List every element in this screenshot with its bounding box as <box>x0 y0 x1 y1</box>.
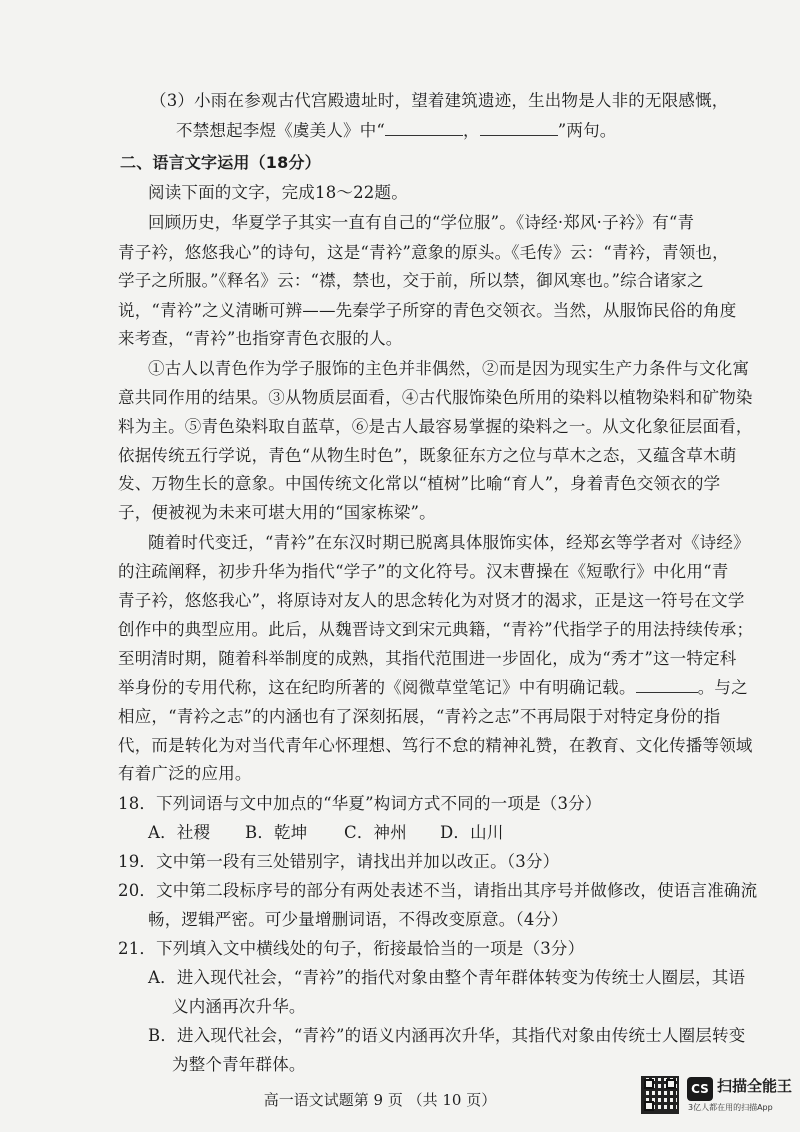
passage-p3-text: 。与之 <box>697 678 748 697</box>
q3-line2-post: ”两句。 <box>557 121 617 140</box>
option-c: C．神州 <box>344 823 407 842</box>
passage-p1-line: 学子之所服。”《释名》云：“襟，禁也，交于前，所以禁，御风寒也。”综合诸家之 <box>118 271 704 290</box>
q3-line2 <box>176 120 617 142</box>
passage-p2-line: 依据传统五行学说，青色“从物生时色”，既象征东方之位与草木之态，又蕴含草木萌 <box>118 446 737 465</box>
camscanner-logo-icon: CS <box>687 1077 713 1101</box>
passage-p3-line: 青子衿，悠悠我心”，将原诗对友人的思念转化为对贤才的渴求，正是这一符号在文学 <box>118 591 745 610</box>
passage-p3-line: 至明清时期，随着科举制度的成熟，其指代范围进一步固化，成为“秀才”这一特定科 <box>118 649 737 668</box>
scanner-app-name: 扫描全能王 <box>717 1077 793 1095</box>
question-21-option-a-line1: A．进入现代社会，“青衿”的指代对象由整个青年群体转变为传统士人圈层，其语 <box>148 968 746 987</box>
passage-p3-line: 相应，“青衿之志”的内涵也有了深刻拓展，“青衿之志”不再局限于对特定身份的指 <box>118 707 721 726</box>
passage-p3-line <box>118 677 748 699</box>
passage-p1-line: 说，“青衿”之义清晰可辨——先秦学子所穿的青色交领衣。当然，从服饰民俗的角度 <box>118 301 737 320</box>
option-b: B．乾坤 <box>245 823 308 842</box>
question-21-option-b-line2: 为整个青年群体。 <box>172 1055 306 1074</box>
q3-line2-pre: 不禁想起李煜《虞美人》中“ <box>176 121 386 140</box>
passage-p1-line: 回顾历史，华夏学子其实一直有自己的“学位服”。《诗经·郑风·子衿》有“青 <box>148 213 695 232</box>
passage-p1-line: 青子衿，悠悠我心”的诗句，这是“青衿”意象的原头。《毛传》云：“青衿，青领也， <box>118 243 729 262</box>
passage-p2-line: ①古人以青色作为学子服饰的主色并非偶然，②而是因为现实生产力条件与文化寓 <box>148 359 750 378</box>
passage-p3-line: 的注疏阐释，初步升华为指代“学子”的文化符号。汉末曹操在《短歌行》中化用“青 <box>118 562 729 581</box>
passage-p3-line: 随着时代变迁，“青衿”在东汉时期已脱离具体服饰实体，经郑玄等学者对《诗经》 <box>148 533 750 552</box>
section-title: 二、语言文字运用（18分） <box>120 153 321 172</box>
answer-blank-2 <box>480 121 558 136</box>
question-20-line1: 20．文中第二段标序号的部分有两处表述不当，请指出其序号并做修改，使语言准确流 <box>118 881 758 900</box>
answer-blank-1 <box>385 121 463 136</box>
passage-p1-line: 来考查，“青衿”也指穿青色衣服的人。 <box>118 329 403 348</box>
option-d: D．山川 <box>440 823 504 842</box>
question-21-option-a-line2: 义内涵再次升华。 <box>172 997 306 1016</box>
passage-p3-line: 有着广泛的应用。 <box>118 764 252 783</box>
passage-p2-line: 子，便被视为未来可堪大用的“国家栋梁”。 <box>118 503 436 522</box>
passage-p3-line: 代，而是转化为对当代青年心怀理想、笃行不怠的精神礼赞，在教育、文化传播等领域 <box>118 736 753 755</box>
fill-blank-line <box>636 678 698 693</box>
option-a: A．社稷 <box>148 823 211 842</box>
question-21: 21．下列填入文中横线处的句子，衔接最恰当的一项是（3分） <box>118 939 585 958</box>
question-18-options <box>148 822 504 844</box>
q3-line1: （3）小雨在参观古代宫殿遗址时，望着建筑遗迹，生出物是人非的无限感慨， <box>150 91 729 110</box>
passage-p2-line: 发、万物生长的意象。中国传统文化常以“植树”比喻“育人”，身着青色交领衣的学 <box>118 474 721 493</box>
qr-code-icon <box>641 1076 679 1114</box>
passage-p3-text: 举身份的专用代称，这在纪昀所著的《阅微草堂笔记》中有明确记载。 <box>118 678 636 697</box>
question-20-line2: 畅，逻辑严密。可少量增删词语，不得改变原意。（4分） <box>148 910 568 929</box>
question-18: 18．下列词语与文中加点的“华夏”构词方式不同的一项是（3分） <box>118 794 602 813</box>
q3-line2-sep: ， <box>463 121 480 140</box>
passage-p3-line: 创作中的典型应用。此后，从魏晋诗文到宋元典籍，“青衿”代指学子的用法持续传承； <box>118 620 754 639</box>
question-19: 19．文中第一段有三处错别字，请找出并加以改正。（3分） <box>118 852 560 871</box>
passage-p2-line: 料为主。⑤青色染料取自蓝草，⑥是古人最容易掌握的染料之一。从文化象征层面看， <box>118 417 753 436</box>
section-intro: 阅读下面的文字，完成18～22题。 <box>148 183 408 202</box>
question-21-option-b-line1: B．进入现代社会，“青衿”的语义内涵再次升华，其指代对象由传统士人圈层转变 <box>148 1026 746 1045</box>
page-footer: 高一语文试题第 9 页 （共 10 页） <box>263 1091 497 1109</box>
scanner-tagline: 3亿人都在用的扫描App <box>688 1103 773 1112</box>
passage-p2-line: 意共同作用的结果。③从物质层面看，④古代服饰染色所用的染料以植物染料和矿物染 <box>118 388 753 407</box>
